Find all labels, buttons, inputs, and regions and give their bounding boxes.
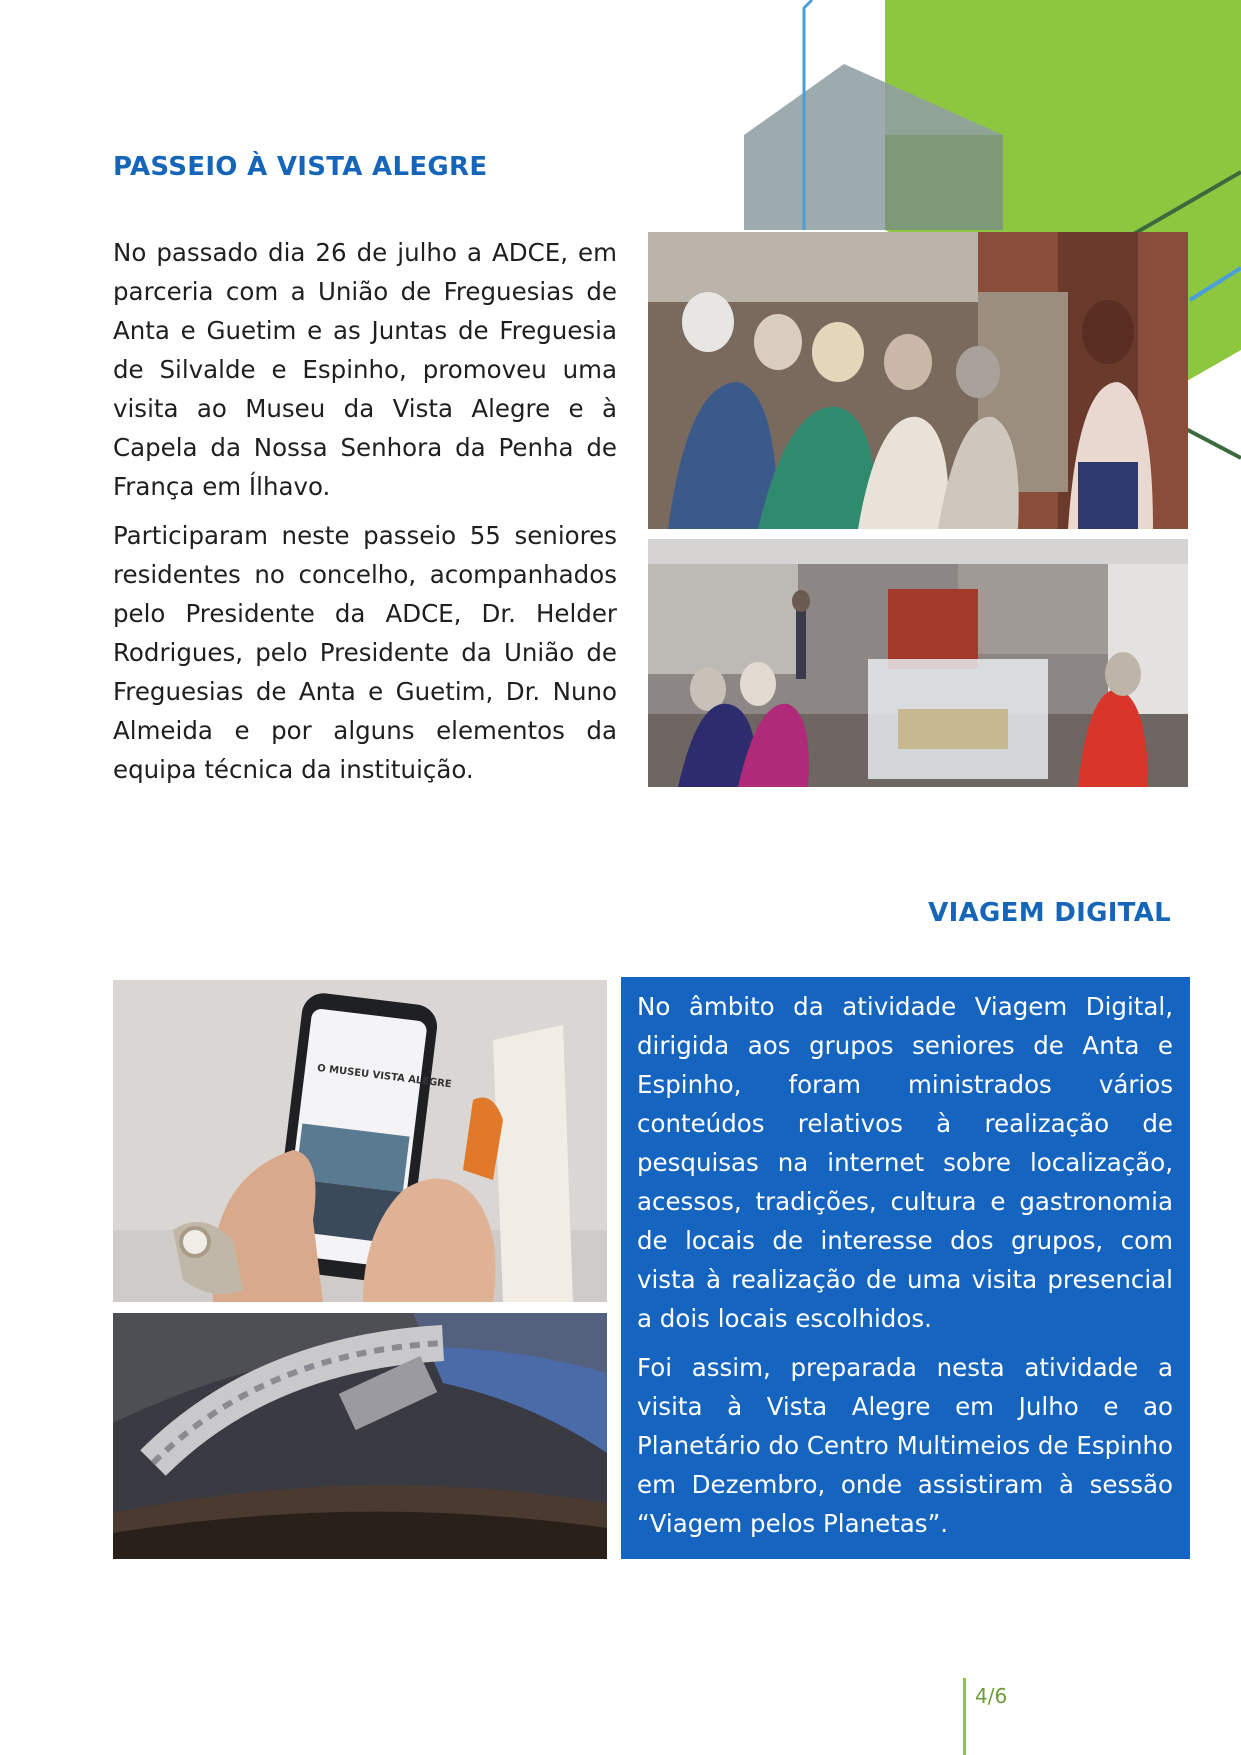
page-number: 4/6 <box>975 1684 1008 1708</box>
section-title-passeio: PASSEIO À VISTA ALEGRE <box>113 152 488 182</box>
overlap-shape <box>885 135 1003 230</box>
phone-screen-title: O MUSEU VISTA ALEGRE <box>316 1062 453 1091</box>
viagem-digital-text-box <box>621 977 1190 1559</box>
section2-paragraph-2: Foi assim, preparada nesta atividade a visita à Vista Alegre em Julho e ao Planetário do Centro Multimeios de Espinho em Dezembro, onde assistiram à sessão “Viagem pelos Planetas”. <box>637 1353 1173 1538</box>
section1-paragraph-1: No passado dia 26 de julho a ADCE, em parceria com a União de Freguesias de Anta e Guetim e as Juntas de Freguesia de Silvalde e Espinho, promoveu uma visita ao Museu da Vista Alegre e à Capela da Nossa Senhora da Penha de França em Ílhavo. <box>113 238 617 501</box>
blue-line-right <box>1190 268 1241 300</box>
section2-paragraph-1: No âmbito da atividade Viagem Digital, dirigida aos grupos seniores de Anta e Espinho, foram ministrados vários conteúdos relativos à realização de pesquisas na internet sobre localização, acessos, tradições, cultura e gastronomia de locais de interesse dos grupos, com vista à realização de uma visita presencial a dois locais escolhidos. <box>637 992 1173 1333</box>
photo-museum-exhibit-room <box>648 539 1188 787</box>
section-title-viagem-digital: VIAGEM DIGITAL <box>928 898 1171 928</box>
gray-hexagon-shape <box>744 64 1003 230</box>
footer-divider <box>963 1678 966 1755</box>
section1-paragraph-2: Participaram neste passeio 55 seniores residentes no concelho, acompanhados pelo Presidente da ADCE, Dr. Helder Rodrigues, pelo Presidente da União de Freguesias de Anta e Guetim, Dr. Nuno Almeida e por alguns elementos da equipa técnica da instituição. <box>113 521 617 784</box>
section2-text <box>637 987 1173 1543</box>
photo-museum-group-visit <box>648 232 1188 529</box>
blue-line-left <box>804 0 812 230</box>
section1-text <box>113 233 617 799</box>
photo-planetarium-session <box>113 1313 607 1559</box>
photo-phone-museum-site <box>113 980 607 1302</box>
